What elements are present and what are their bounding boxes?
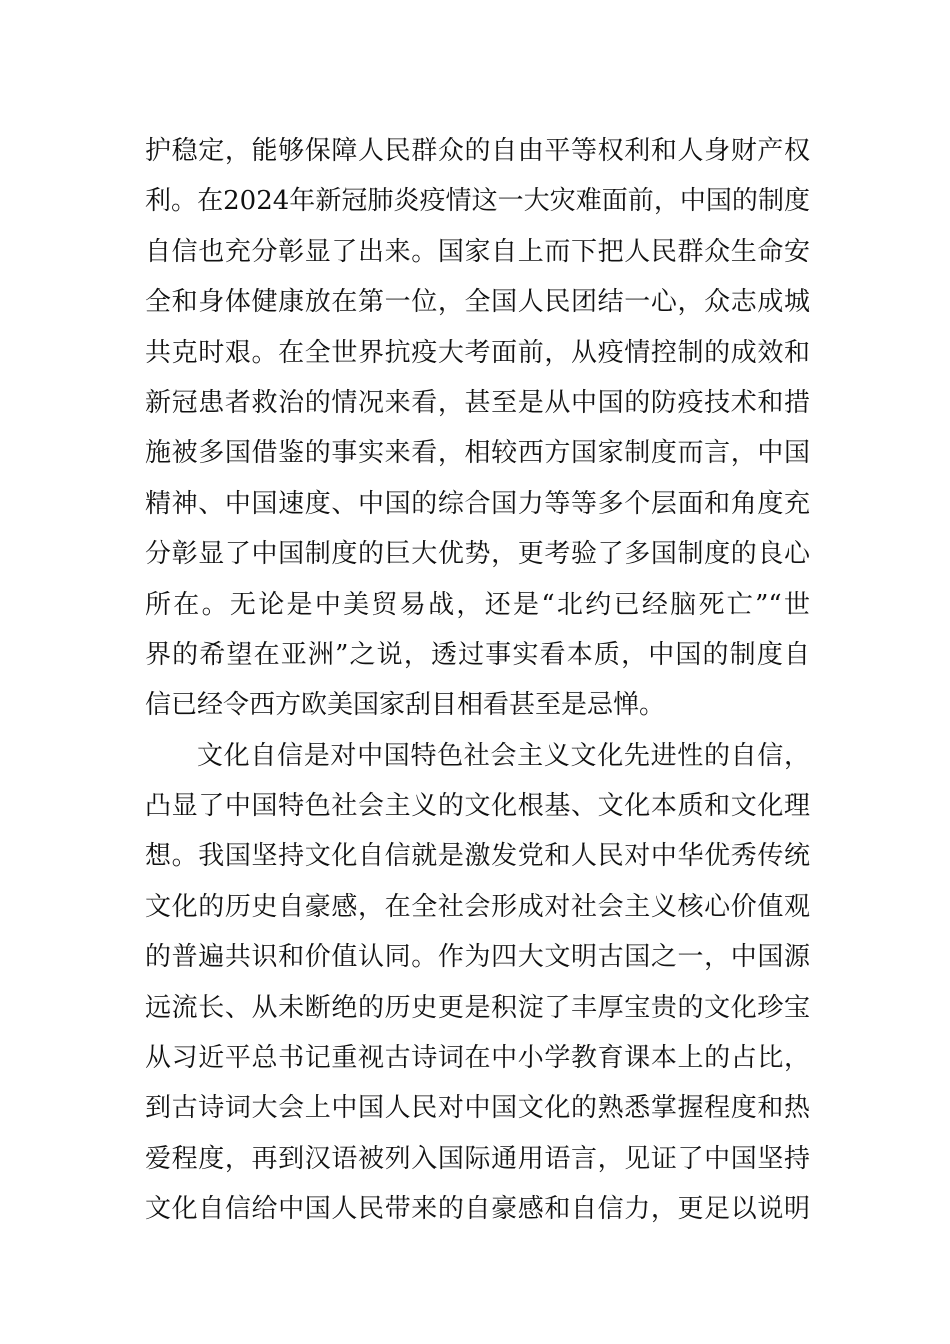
text-line: 新冠患者救治的情况来看，甚至是从中国的防疫技术和措: [145, 387, 810, 418]
text-line: 所在。无论是中美贸易战，还是“北约已经脑死亡”“世: [145, 589, 810, 620]
paragraph-end-line: 信已经令西方欧美国家刮目相看甚至是忌惮。: [145, 690, 666, 721]
text-line: 爱程度，再到汉语被列入国际通用语言，见证了中国坚持: [145, 1143, 810, 1174]
text-line: 利。在2024年新冠肺炎疫情这一大灾难面前，中国的制度: [145, 186, 810, 217]
text-line: 全和身体健康放在第一位，全国人民团结一心，众志成城: [145, 287, 810, 318]
text-line: 界的希望在亚洲”之说，透过事实看本质，中国的制度自: [145, 639, 810, 670]
text-line: 护稳定，能够保障人民群众的自由平等权利和人身财产权: [145, 136, 810, 166]
text-line: 的普遍共识和价值认同。作为四大文明古国之一，中国源: [145, 942, 810, 973]
text-line: 精神、中国速度、中国的综合国力等等多个层面和角度充: [145, 488, 810, 519]
text-line: 共克时艰。在全世界抗疫大考面前，从疫情控制的成效和: [145, 337, 810, 368]
paragraph-start-line: 文化自信是对中国特色社会主义文化先进性的自信，: [197, 740, 810, 771]
text-line: 远流长、从未断绝的历史更是积淀了丰厚宝贵的文化珍宝: [145, 992, 810, 1023]
text-line: 文化的历史自豪感，在全社会形成对社会主义核心价值观: [145, 891, 810, 922]
text-line: 想。我国坚持文化自信就是激发党和人民对中华优秀传统: [145, 841, 810, 872]
text-line: 分彰显了中国制度的巨大优势，更考验了多国制度的良心: [145, 539, 810, 570]
text-line: 施被多国借鉴的事实来看，相较西方国家制度而言，中国: [145, 438, 810, 469]
text-line: 文化自信给中国人民带来的自豪感和自信力，更足以说明: [145, 1194, 810, 1225]
text-line: 从习近平总书记重视古诗词在中小学教育课本上的占比，: [145, 1043, 810, 1074]
text-line: 凸显了中国特色社会主义的文化根基、文化本质和文化理: [145, 791, 810, 822]
text-line: 自信也充分彰显了出来。国家自上而下把人民群众生命安: [145, 236, 810, 267]
text-line: 到古诗词大会上中国人民对中国文化的熟悉掌握程度和热: [145, 1093, 810, 1124]
body-text: [145, 126, 810, 1235]
